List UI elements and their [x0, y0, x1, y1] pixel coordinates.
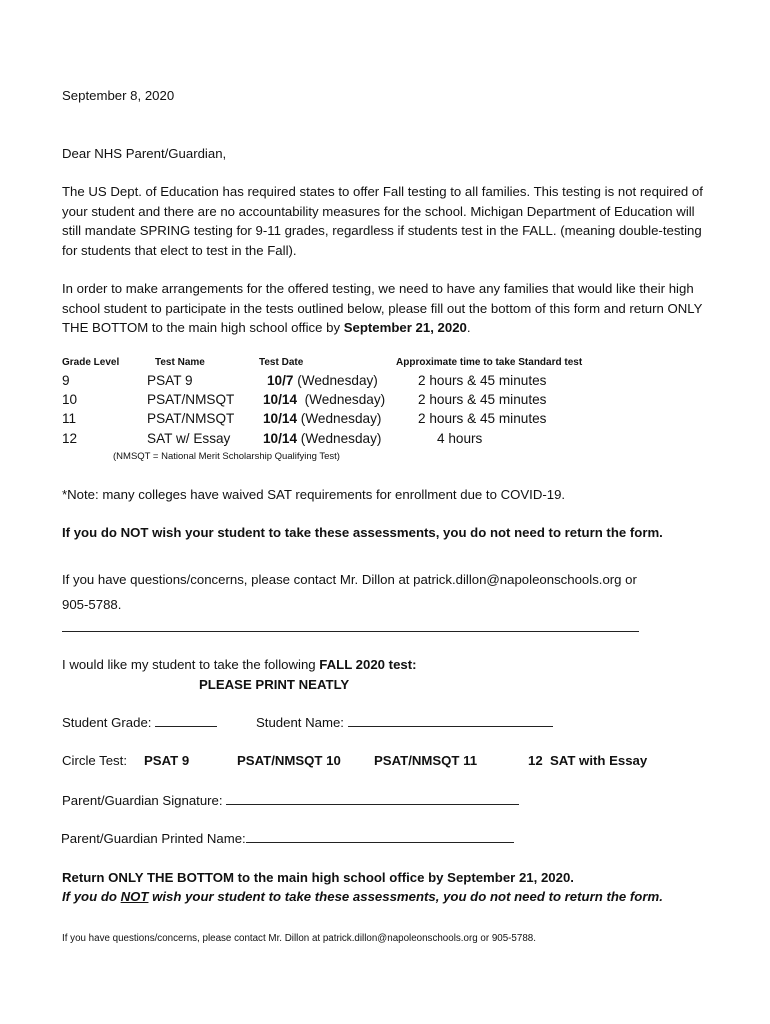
signature-field[interactable]: [62, 791, 519, 811]
header-approx-time: Approximate time to take Standard test: [396, 357, 583, 368]
optout-a: If you do: [62, 889, 121, 904]
date-bold: 10/7: [267, 373, 294, 388]
date-bold: 10/14: [263, 392, 298, 407]
footer-contact: If you have questions/concerns, please contact Mr. Dillon at patrick.dillon@napoleonschools.org or 905-5788.: [62, 933, 536, 944]
row-test: SAT w/ Essay: [147, 431, 231, 446]
option-psat-nmsqt-11[interactable]: PSAT/NMSQT 11: [374, 753, 478, 768]
optout-b: wish your student to take these assessments, you do not need to return the form.: [148, 889, 663, 904]
student-name-label: Student Name:: [256, 715, 344, 730]
form-intro-text: I would like my student to take the following: [62, 657, 320, 672]
date-weekday: (Wednesday): [297, 411, 382, 426]
student-name-blank[interactable]: [348, 714, 553, 727]
optout-reminder: [62, 887, 663, 907]
row-grade: 10: [62, 392, 78, 407]
paragraph-arrangements: [62, 279, 712, 338]
circle-test-label: Circle Test:: [62, 753, 127, 768]
optout-not: NOT: [120, 889, 149, 904]
covid-note: *Note: many colleges have waived SAT requirements for enrollment due to COVID-19.: [62, 487, 566, 502]
row-grade: 11: [62, 411, 77, 426]
signature-label: Parent/Guardian Signature:: [62, 793, 223, 808]
row-test: PSAT 9: [147, 373, 193, 388]
date-weekday: (Wednesday): [297, 431, 382, 446]
questions-line-2: 905-5788.: [62, 597, 122, 612]
header-grade-level: Grade Level: [62, 357, 120, 368]
student-name-field[interactable]: [256, 713, 553, 733]
option-psat-nmsqt-10[interactable]: PSAT/NMSQT 10: [237, 753, 341, 768]
signature-blank[interactable]: [226, 792, 519, 805]
row-test: PSAT/NMSQT: [147, 411, 235, 426]
row-grade: 9: [62, 373, 70, 388]
paragraph-fall-testing: The US Dept. of Education has required states to offer Fall testing to all families. This testing is not required of your student and there are no accountability measures for the school. Michigan Department of Education will still mandate SPRING testing for 9-11 grades, regardless if students test in the FALL. (meaning double-testing for students that elect to test in the Fall).: [62, 184, 703, 258]
form-intro-bold: FALL 2020 test:: [319, 657, 417, 672]
row-date: [263, 411, 381, 426]
arrangements-text: In order to make arrangements for the offered testing, we need to have any families that would like their high school student to participate in the tests outlined below, please fill out the bottom of this form and return ONLY THE BOTTOM to the main high school office by: [62, 281, 703, 335]
option-sat-essay[interactable]: 12 SAT with Essay: [528, 753, 648, 768]
header-test-date: Test Date: [259, 357, 304, 368]
option-psat9[interactable]: PSAT 9: [144, 753, 190, 768]
header-test-name: Test Name: [155, 357, 205, 368]
form-intro: [62, 655, 417, 675]
deadline-date: September 21, 2020: [343, 320, 467, 335]
student-grade-field[interactable]: [62, 713, 217, 733]
period: .: [466, 320, 471, 335]
row-date: [263, 431, 381, 446]
row-date: [267, 373, 378, 388]
optout-notice: If you do NOT wish your student to take these assessments, you do not need to return the form.: [62, 525, 663, 540]
date-bold: 10/14: [263, 411, 298, 426]
letter-date: September 8, 2020: [62, 88, 175, 103]
salutation: Dear NHS Parent/Guardian,: [62, 146, 227, 161]
row-time: 2 hours & 45 minutes: [418, 373, 547, 388]
print-neatly: PLEASE PRINT NEATLY: [199, 677, 350, 692]
date-bold: 10/14: [263, 431, 298, 446]
printed-name-label: Parent/Guardian Printed Name:: [61, 831, 246, 846]
separator-line: [62, 631, 639, 632]
date-weekday: (Wednesday): [297, 392, 386, 407]
nmsqt-footnote: (NMSQT = National Merit Scholarship Qualifying Test): [113, 451, 340, 462]
printed-name-blank[interactable]: [246, 830, 514, 843]
row-time: 4 hours: [437, 431, 483, 446]
student-grade-label: Student Grade:: [62, 715, 152, 730]
date-weekday: (Wednesday): [293, 373, 378, 388]
row-grade: 12: [62, 431, 78, 446]
row-time: 2 hours & 45 minutes: [418, 392, 547, 407]
row-time: 2 hours & 45 minutes: [418, 411, 547, 426]
printed-name-field[interactable]: [61, 829, 514, 849]
return-instruction: Return ONLY THE BOTTOM to the main high school office by September 21, 2020.: [62, 870, 574, 885]
questions-line-1: If you have questions/concerns, please contact Mr. Dillon at patrick.dillon@napoleonschools.org or: [62, 572, 637, 587]
row-date: [263, 392, 385, 407]
row-test: PSAT/NMSQT: [147, 392, 235, 407]
student-grade-blank[interactable]: [155, 714, 217, 727]
